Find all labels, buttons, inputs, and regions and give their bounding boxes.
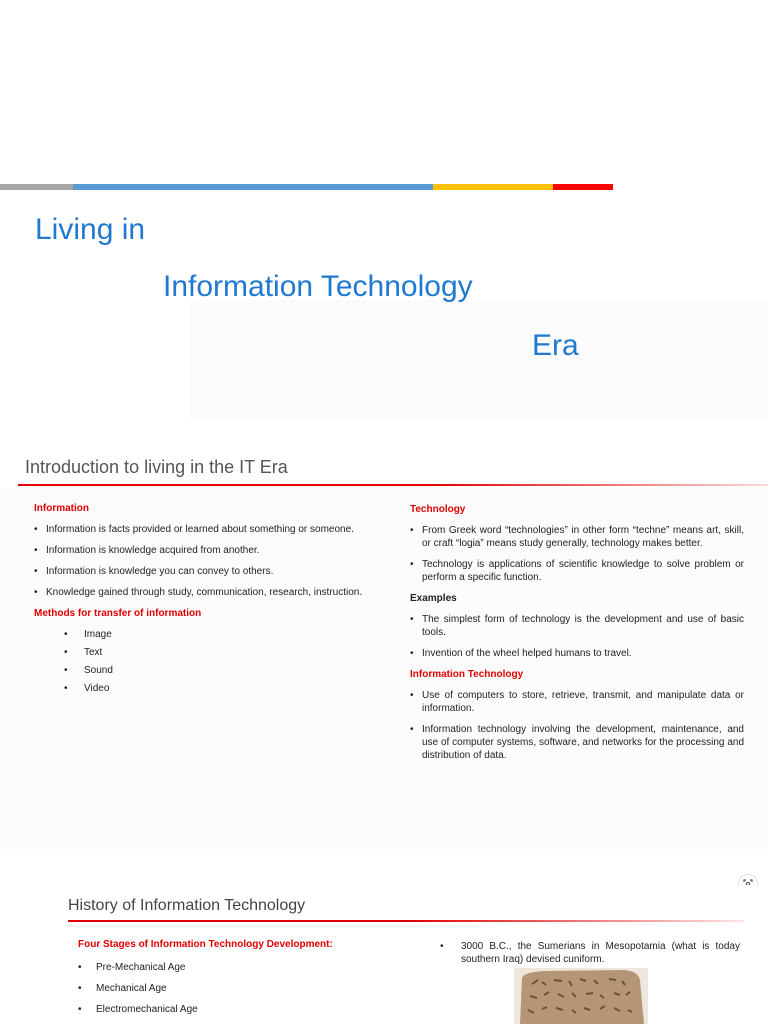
technology-list <box>410 524 744 584</box>
accent-bar-red <box>553 184 613 190</box>
list-item: • The simplest form of technology is the development and use of basic tools. <box>410 613 744 639</box>
list-item: • Video <box>64 682 368 695</box>
list-item: • Information is knowledge acquired from another. <box>34 544 368 557</box>
slide-title: Introduction to living in the IT Era <box>25 457 288 477</box>
accent-bar-yellow <box>433 184 553 190</box>
stages-list <box>78 961 418 1016</box>
list-item: • Technology is applications of scientific knowledge to solve problem or perform a specific function. <box>410 558 744 584</box>
information-list <box>34 523 368 599</box>
it-heading: Information Technology <box>410 669 524 680</box>
list-item: • Information is knowledge you can convey to others. <box>34 565 368 578</box>
stages-heading: Four Stages of Information Technology Development: <box>78 939 333 950</box>
title-line-1: Living in <box>35 213 146 246</box>
list-item: • Information technology involving the development, maintenance, and use of computer systems, software, and networks for the processing and distribution of data. <box>410 723 744 762</box>
list-item: • Use of computers to store, retrieve, transmit, and manipulate data or information. <box>410 689 744 715</box>
list-item: • 3000 B.C., the Sumerians in Mesopotamia (what is today southern Iraq) devised cuniform. <box>440 940 740 966</box>
history-slide <box>0 885 768 1024</box>
list-item: • Image <box>64 628 368 641</box>
slide-title: History of Information Technology <box>68 897 306 914</box>
title-line-3: Era <box>532 329 579 362</box>
cuneiform-tablet-image <box>514 968 648 1024</box>
tablet-drawing <box>514 968 648 1024</box>
list-item: • Text <box>64 646 368 659</box>
title-underline <box>18 484 768 486</box>
title-slide <box>0 0 768 420</box>
list-item: • From Greek word “technologies” in other form “techne” means art, skill, or craft “logia” means study generally, technology makes better. <box>410 524 744 550</box>
accent-bar-blue <box>73 184 433 190</box>
list-item: • Invention of the wheel helped humans to travel. <box>410 647 744 660</box>
left-column <box>34 502 368 703</box>
list-item: • Knowledge gained through study, communication, research, instruction. <box>34 586 368 599</box>
history-right-column <box>440 940 740 966</box>
list-item: • Pre-Mechanical Age <box>78 961 418 974</box>
list-item: • Mechanical Age <box>78 982 418 995</box>
methods-heading: Methods for transfer of information <box>34 608 202 619</box>
list-item: • Information is facts provided or learned about something or someone. <box>34 523 368 536</box>
it-list <box>410 689 744 762</box>
list-item: • Electromechanical Age <box>78 1003 418 1016</box>
accent-bar-gray <box>0 184 73 190</box>
history-list <box>440 940 740 966</box>
technology-heading: Technology <box>410 504 466 515</box>
information-heading: Information <box>34 503 89 514</box>
right-column <box>410 503 744 770</box>
stages-column <box>78 938 418 1024</box>
examples-list <box>410 613 744 660</box>
methods-list <box>34 628 368 695</box>
slide-background <box>190 300 768 420</box>
intro-slide <box>0 440 768 850</box>
title-line-2: Information Technology <box>163 270 473 303</box>
list-item: • Sound <box>64 664 368 677</box>
title-underline <box>68 920 744 922</box>
examples-heading: Examples <box>410 593 457 604</box>
